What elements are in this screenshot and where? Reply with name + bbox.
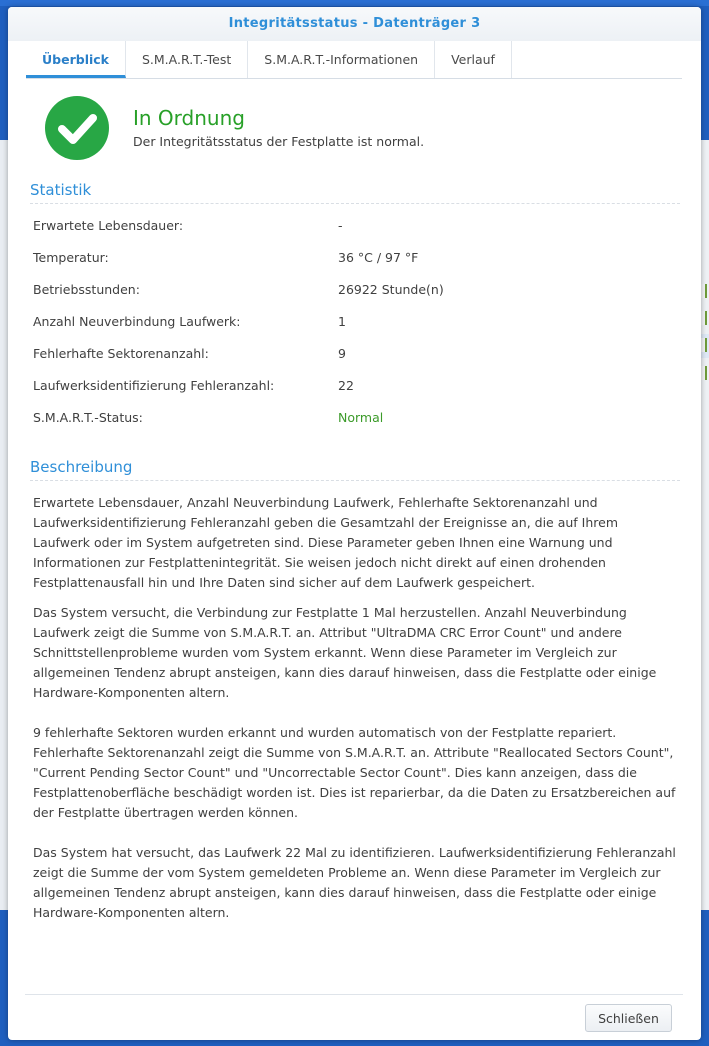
stat-label: Laufwerksidentifizierung Fehleranzahl: bbox=[33, 378, 275, 393]
stat-row-life-expectancy bbox=[33, 213, 673, 245]
smart-status-value: Normal bbox=[338, 410, 384, 425]
stat-value: 36 °C / 97 °F bbox=[338, 250, 419, 265]
stat-row-operating-hours bbox=[33, 277, 673, 309]
stat-label: S.M.A.R.T.-Status: bbox=[33, 410, 143, 425]
statistics-table bbox=[33, 213, 673, 437]
description-heading: Beschreibung bbox=[30, 458, 680, 481]
health-status-dialog bbox=[8, 7, 701, 1040]
description-paragraph: 9 fehlerhafte Sektoren wurden erkannt und wurden automatisch von der Festplatte repariert. Fehlerhafte Sektorenanzahl zeigt die Summe von S.M.A.R.T. an. Attribute "Reallocated Sectors Count", "Current Pending Sector Count" und "Uncorrectable Sector Count". Dies kann anzeigen, dass die Festplattenoberfläche beschädigt worden ist. Dies ist reparierbar, da die Daten zu Ersatzbereichen auf der Festplatte übertragen werden können. bbox=[33, 725, 676, 820]
close-button[interactable]: Schließen bbox=[585, 1004, 672, 1032]
stat-label: Erwartete Lebensdauer: bbox=[33, 218, 184, 233]
description-paragraph: Erwartete Lebensdauer, Anzahl Neuverbindung Laufwerk, Fehlerhafte Sektorenanzahl und Laufwerksidentifizierung Fehleranzahl geben die Gesamtzahl der Ereignisse an, die auf Ihrem Laufwerk oder im System aufgetreten sind. Diese Parameter geben Ihnen eine Warnung und Informationen zur Festplattenintegrität. Sie weisen jedoch nicht direkt auf einen drohenden Festplattenausfall hin und Ihre Daten sind sicher auf dem Laufwerk gespeichert. bbox=[33, 495, 619, 590]
stat-label: Temperatur: bbox=[33, 250, 109, 265]
tab-smart-test[interactable]: S.M.A.R.T.-Test bbox=[126, 41, 248, 78]
statistics-heading: Statistik bbox=[30, 181, 680, 204]
stat-row-identify-errors bbox=[33, 373, 673, 405]
check-circle-icon bbox=[45, 96, 109, 160]
description-paragraph: Das System hat versucht, das Laufwerk 22 Mal zu identifizieren. Laufwerksidentifizierung Fehleranzahl zeigt die Summe der vom System gemeldeten Probleme an. Wenn diese Parameter im Vergleich zur allgemeinen Tendenz abrupt ansteigen, kann dies darauf hinweisen, dass die Festplatte oder einige Hardware-Komponenten altern. bbox=[33, 845, 676, 920]
stat-label: Betriebsstunden: bbox=[33, 282, 140, 297]
stat-value: 9 bbox=[338, 346, 346, 361]
stat-value: 1 bbox=[338, 314, 346, 329]
description-paragraph: Das System versucht, die Verbindung zur Festplatte 1 Mal herzustellen. Anzahl Neuverbindung Laufwerk zeigt die Summe von S.M.A.R.T. an. Attribut "UltraDMA CRC Error Count" und andere Schnittstellenprobleme wurden vom System erkannt. Wenn diese Parameter im Vergleich zur allgemeinen Tendenz abrupt ansteigen, kann dies darauf hinweisen, dass die Festplatte oder einige Hardware-Komponenten altern. bbox=[33, 605, 657, 700]
tab-smart-info[interactable]: S.M.A.R.T.-Informationen bbox=[248, 41, 435, 78]
tab-history[interactable]: Verlauf bbox=[435, 41, 512, 78]
stat-row-smart-status bbox=[33, 405, 673, 437]
stat-label: Fehlerhafte Sektorenanzahl: bbox=[33, 346, 209, 361]
tab-bar bbox=[26, 41, 682, 79]
stat-label: Anzahl Neuverbindung Laufwerk: bbox=[33, 314, 241, 329]
status-title: In Ordnung bbox=[133, 106, 245, 130]
stat-row-bad-sectors bbox=[33, 341, 673, 373]
tab-overview[interactable]: Überblick bbox=[26, 41, 126, 78]
stat-row-temperature bbox=[33, 245, 673, 277]
dialog-title: Integritätsstatus - Datenträger 3 bbox=[228, 16, 481, 31]
footer-divider bbox=[25, 994, 683, 995]
status-description: Der Integritätsstatus der Festplatte ist normal. bbox=[133, 134, 425, 149]
stat-value: 22 bbox=[338, 378, 354, 393]
background-topbar bbox=[0, 0, 709, 6]
dialog-header bbox=[8, 7, 701, 41]
stat-row-reconnections bbox=[33, 309, 673, 341]
stat-value: 26922 Stunde(n) bbox=[338, 282, 444, 297]
description-text bbox=[33, 493, 678, 933]
stat-value: - bbox=[338, 218, 343, 233]
